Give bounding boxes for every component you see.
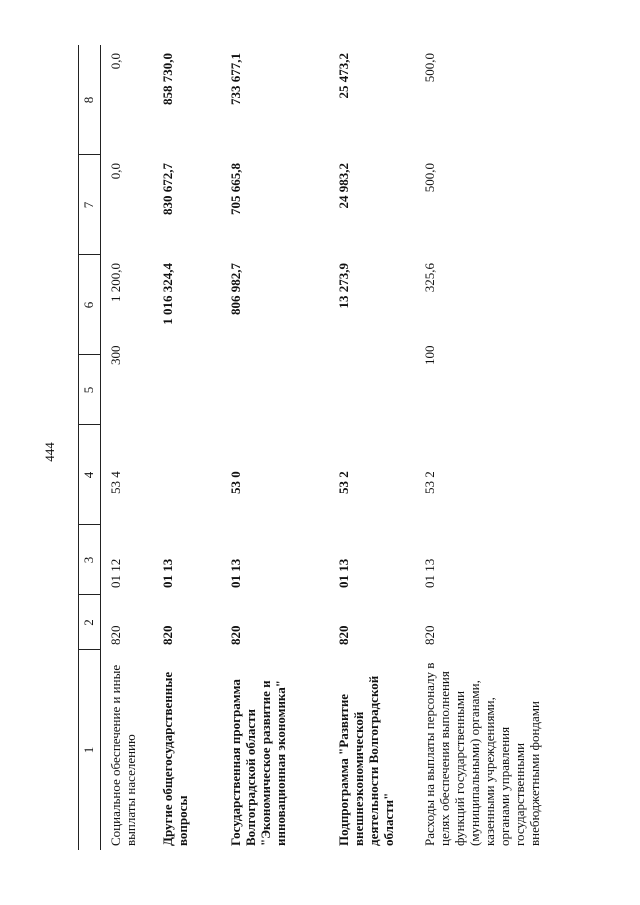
row-code: 820 — [108, 625, 123, 645]
column-header-2: 2 — [81, 619, 96, 626]
row-amount-1: 1 200,0 — [108, 263, 123, 302]
column-header-1: 1 — [81, 746, 96, 754]
row-target: 53 2 — [336, 471, 351, 494]
row-amount-1: 13 273,9 — [336, 263, 351, 309]
row-code: 820 — [228, 625, 243, 645]
row-amount-2: 24 983,2 — [336, 163, 351, 209]
row-name: Государственная программа Волгоградской области "Экономическое развитие и инновационная экономика" — [228, 679, 288, 846]
row-section: 01 13 — [160, 558, 175, 588]
row-amount-1: 1 016 324,4 — [160, 263, 175, 325]
row-amount-2: 830 672,7 — [160, 163, 175, 215]
row-amount-1: 325,6 — [422, 263, 437, 293]
rotated-page — [78, 45, 609, 850]
row-expense-type: 300 — [108, 345, 123, 365]
row-amount-3: 733 677,1 — [228, 53, 243, 105]
row-amount-3: 25 473,2 — [336, 53, 351, 99]
row-amount-2: 705 665,8 — [228, 163, 243, 215]
budget-table — [78, 45, 609, 850]
row-target: 53 0 — [228, 471, 243, 494]
page-number: 444 — [42, 442, 57, 462]
row-amount-3: 858 730,0 — [160, 53, 175, 105]
row-code: 820 — [160, 625, 175, 645]
column-header-8: 8 — [81, 96, 96, 104]
row-name: Другие общегосударственные вопросы — [160, 671, 190, 846]
row-section: 01 13 — [228, 558, 243, 588]
column-header-5: 5 — [81, 386, 96, 394]
row-section: 01 13 — [422, 558, 437, 588]
row-name: Социальное обеспечение и иные выплаты населению — [108, 664, 138, 846]
row-section: 01 13 — [336, 558, 351, 588]
row-code: 820 — [422, 625, 437, 645]
row-amount-3: 500,0 — [422, 53, 437, 83]
column-header-3: 3 — [81, 556, 96, 564]
row-section: 01 12 — [108, 558, 123, 588]
row-name: Расходы на выплаты персоналу в целях обеспечения выполнения функций государственными (муниципальными) органами, казенными учреждениями, органами управления государственными внебюджетными фондами — [422, 662, 542, 846]
row-amount-2: 500,0 — [422, 163, 437, 193]
row-amount-2: 0,0 — [108, 163, 123, 180]
row-target: 53 2 — [422, 471, 437, 494]
row-code: 820 — [336, 625, 351, 645]
column-header-4: 4 — [81, 471, 96, 479]
column-header-6: 6 — [81, 301, 96, 309]
row-expense-type: 100 — [422, 345, 437, 365]
row-amount-3: 0,0 — [108, 53, 123, 70]
column-header-7: 7 — [81, 201, 96, 209]
header-bottom-rule — [100, 45, 101, 850]
row-target: 53 4 — [108, 471, 123, 494]
row-amount-1: 806 982,7 — [228, 263, 243, 315]
row-name: Подпрограмма "Развитие внешнеэкономической деятельности Волгоградской области" — [336, 675, 396, 846]
